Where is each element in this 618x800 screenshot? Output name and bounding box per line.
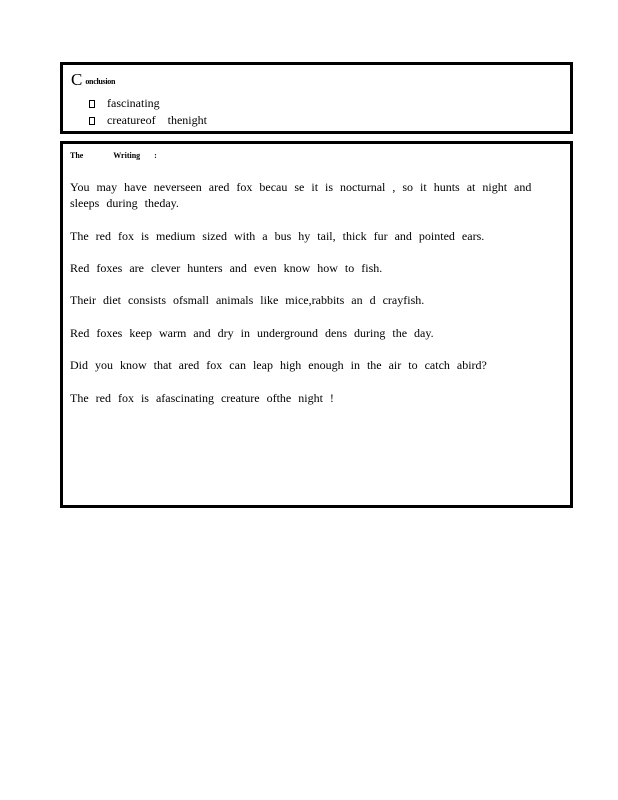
conclusion-bullet-list	[89, 95, 207, 129]
paragraph: Their diet consists ofsmall animals like mice,rabbits an d crayfish.	[70, 293, 425, 307]
paragraph: Did you know that ared fox can leap high enough in the air to catch abird?	[70, 358, 487, 372]
conclusion-heading-rest: onclusion	[85, 77, 116, 86]
paragraph: You may have neverseen ared fox becau se it is nocturnal , so it hunts at night and sleeps during theday.	[70, 180, 532, 210]
writing-box	[60, 141, 573, 508]
list-item	[89, 95, 207, 112]
paragraph: The red fox is medium sized with a bus hy tail, thick fur and pointed ears.	[70, 229, 485, 243]
list-item	[89, 112, 207, 129]
conclusion-heading	[71, 71, 115, 91]
conclusion-heading-initial: C	[71, 70, 83, 89]
writing-heading-colon: :	[154, 151, 157, 160]
bullet-box-icon	[89, 117, 95, 125]
paragraph: Red foxes keep warm and dry in underground dens during the day.	[70, 326, 434, 340]
paragraph: Red foxes are clever hunters and even know how to fish.	[70, 261, 383, 275]
paragraph: The red fox is afascinating creature ofthe night !	[70, 391, 334, 405]
bullet-text: creatureof thenight	[107, 113, 207, 127]
writing-heading	[70, 151, 157, 160]
writing-heading-label: The Writing	[70, 151, 141, 160]
bullet-box-icon	[89, 100, 95, 108]
bullet-text: fascinating	[107, 96, 160, 110]
conclusion-box	[60, 62, 573, 134]
